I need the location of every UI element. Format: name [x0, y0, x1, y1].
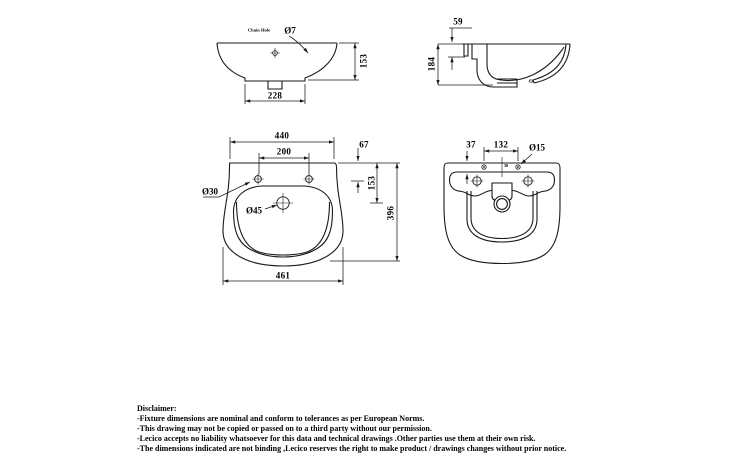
disclaimer-line: -Fixture dimensions are nominal and conform to tolerances as per European Norms. [137, 414, 425, 423]
chain-hole-dia-label: Ø7 [284, 25, 296, 36]
front-width-dim-label: 228 [267, 90, 283, 101]
plan-153-dim-label: 153 [366, 175, 377, 191]
disclaimer-line: -Lecico accepts no liability whatsoever for this data and technical drawings .Other parties use them at their own risk. [137, 434, 536, 443]
plan-view-outline [223, 163, 343, 266]
fix-hole-right-dot [517, 166, 519, 168]
back-132-dim-label: 132 [493, 139, 509, 150]
plan-maxwidth-dim-label: 461 [275, 270, 291, 281]
back-view [444, 147, 560, 264]
drain-dia-label: Ø45 [245, 205, 263, 216]
plan-view [203, 137, 400, 285]
disclaimer-block [137, 404, 566, 454]
chain-hole-cross [270, 48, 280, 58]
back-37-dim-label: 37 [466, 139, 476, 150]
side-view-front-rim [533, 44, 570, 83]
back-30-dim-label: 30 [503, 162, 509, 168]
tap-hole-right-cross [304, 174, 315, 185]
chain-hole-leader [289, 36, 308, 53]
side-view [438, 28, 570, 87]
disclaimer-line: -This drawing may not be copied or passed on to a third party without our permission. [137, 424, 432, 433]
drain-dia-leader [265, 205, 277, 209]
side-rail-dim-label: 59 [453, 16, 463, 27]
disclaimer-title: Disclaimer: [137, 404, 177, 413]
drain-hole-cross [273, 193, 293, 213]
disclaimer-line: -The dimensions indicated are not binding ,Lecico reserves the right to make product / drawings changes without prior notice. [137, 444, 567, 453]
front-view-bowl-outline [217, 43, 337, 81]
side-view-overflow-dot [529, 80, 533, 82]
tap-hole-left-cross [253, 174, 264, 185]
front-view [217, 36, 359, 104]
front-view-outlet-tab [268, 81, 282, 89]
side-height-dim-label: 184 [426, 56, 437, 72]
fix-hole-left-dot [483, 166, 485, 168]
front-height-dim-label: 153 [358, 53, 369, 69]
fix-hole-dia-label: Ø15 [528, 142, 546, 153]
plan-67-dim-label: 67 [359, 139, 369, 150]
side-view-hanger-slot [464, 44, 468, 56]
plan-holes-dim-label: 200 [276, 146, 292, 157]
plan-width-dim-label: 440 [274, 130, 290, 141]
tap-hole-dia-label: Ø30 [201, 186, 219, 197]
front-height-ext-lines [308, 43, 359, 80]
chain-hole-label: Chain Hole [247, 27, 271, 33]
plan-depth-dim-label: 396 [385, 205, 396, 221]
side-view-bowl-curve [487, 44, 564, 81]
